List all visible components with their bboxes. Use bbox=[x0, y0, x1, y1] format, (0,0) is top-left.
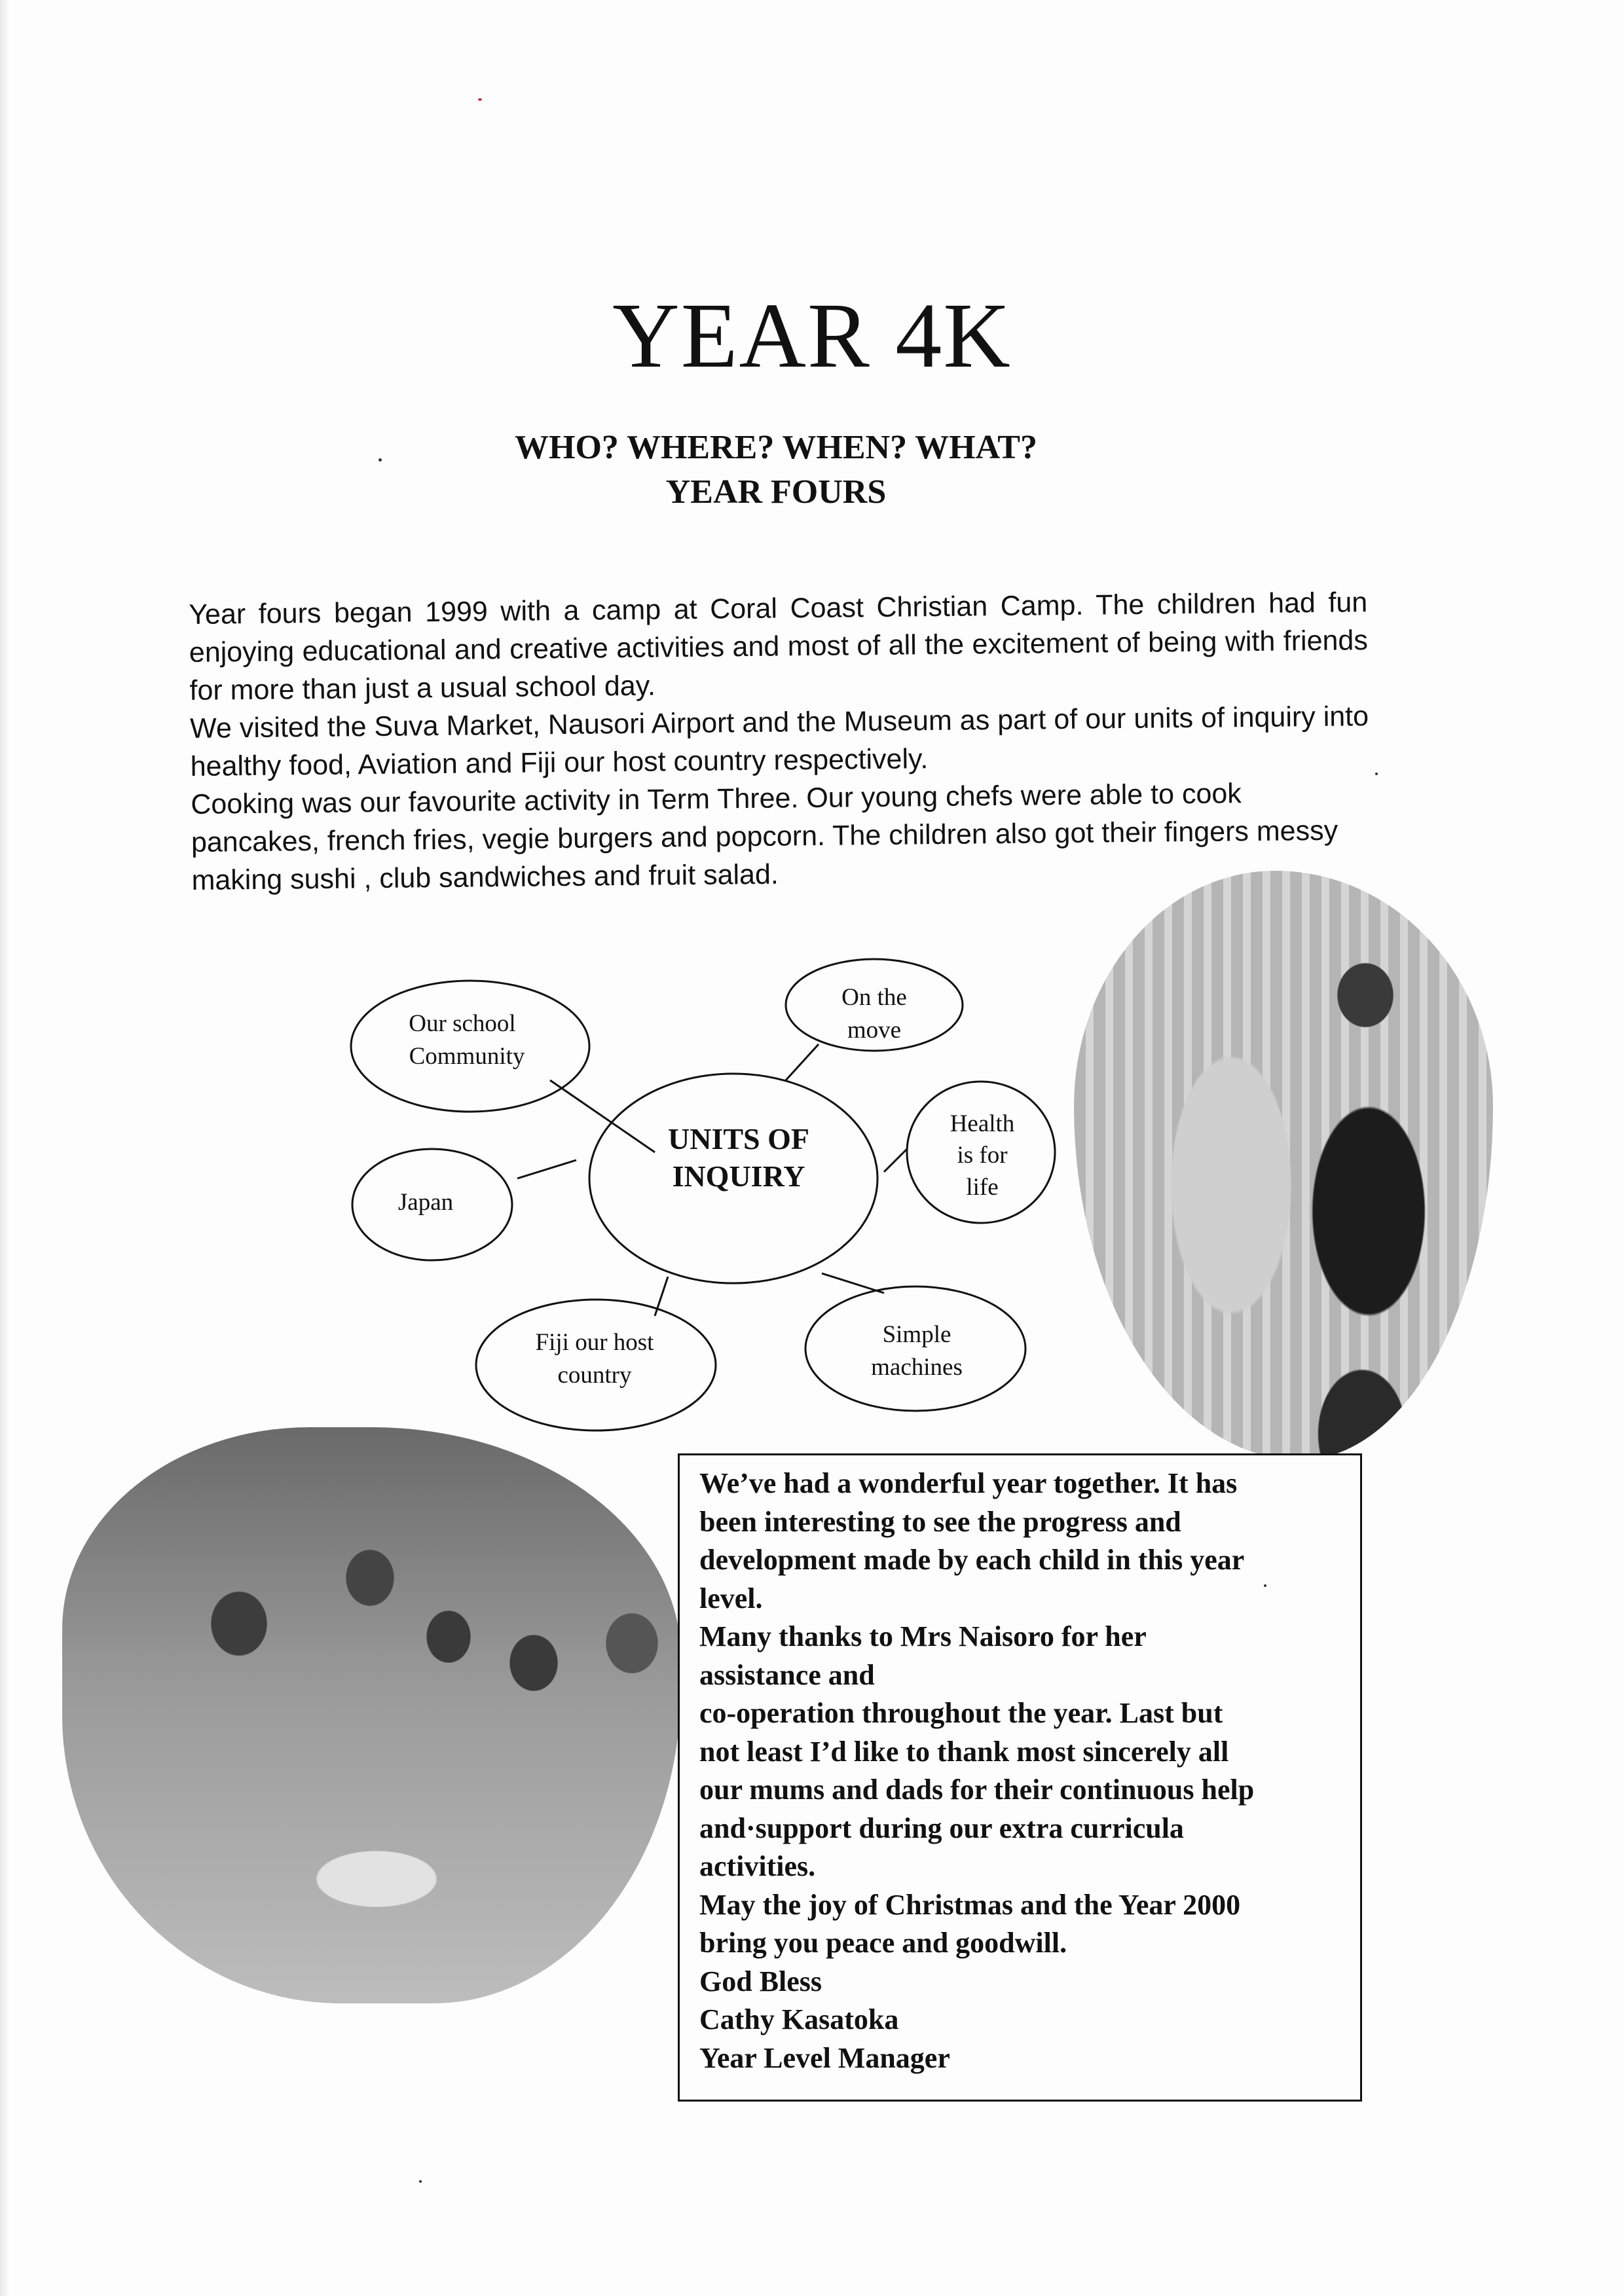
node-fiji-line-2: country bbox=[557, 1362, 632, 1389]
message-line: not least I’d like to thank most sincerely all bbox=[699, 1735, 1229, 1768]
message-line: activities. bbox=[699, 1850, 816, 1882]
node-machines-line-2: machines bbox=[871, 1354, 963, 1381]
subtitle-line-2: YEAR FOURS bbox=[665, 473, 887, 511]
node-school-line-2: Community bbox=[409, 1043, 525, 1070]
intro-paragraph-1: Year fours began 1999 with a camp at Coral Coast Christian Camp. The children had fun enjoying educational and creative activities and most of all the excitement of being with friends for more than just a usual school day. bbox=[189, 587, 1369, 706]
node-school-line-1: Our school bbox=[409, 1010, 516, 1037]
message-line: We’ve had a wonderful year together. It has bbox=[699, 1467, 1238, 1499]
center-label-line-1: UNITS OF bbox=[668, 1122, 809, 1156]
node-machines-line-1: Simple bbox=[882, 1321, 951, 1348]
message-box bbox=[678, 1453, 1362, 2102]
speck bbox=[419, 2180, 422, 2183]
connector-school bbox=[550, 1080, 655, 1152]
message-line: assistance and bbox=[699, 1658, 875, 1691]
node-health-line-1: Health bbox=[950, 1110, 1015, 1137]
intro-paragraph-3: Cooking was our favourite activity in Term Three. Our young chefs were able to cook pancakes, french fries, vegie burgers and popcorn. The children also got their fingers messy making sushi , club sandwiches and fruit salad. bbox=[191, 778, 1338, 896]
node-move-line-2: move bbox=[847, 1017, 902, 1044]
center-label-line-2: INQUIRY bbox=[672, 1159, 805, 1193]
speck bbox=[478, 98, 482, 101]
message-line: Cathy Kasatoka bbox=[699, 2003, 899, 2035]
speck bbox=[1375, 773, 1378, 775]
node-move-line-1: On the bbox=[841, 984, 907, 1011]
connector-move bbox=[786, 1044, 819, 1080]
speck bbox=[1264, 1584, 1266, 1587]
intro-paragraph-2: We visited the Suva Market, Nausori Airport and the Museum as part of our units of inquiry into healthy food, Aviation and Fiji our host country respectively. bbox=[189, 701, 1369, 782]
message-line: bring you peace and goodwill. bbox=[699, 1927, 1067, 1959]
message-line: been interesting to see the progress and bbox=[699, 1505, 1181, 1538]
message-line: God Bless bbox=[699, 1965, 822, 1997]
node-machines-ellipse bbox=[805, 1286, 1025, 1411]
page-title: YEAR 4K bbox=[612, 283, 1012, 387]
speck bbox=[378, 458, 382, 462]
node-fiji-line-1: Fiji our host bbox=[535, 1329, 654, 1356]
node-health-line-3: life bbox=[966, 1174, 999, 1201]
message-line: our mums and dads for their continuous help bbox=[699, 1774, 1255, 1806]
message-line: Many thanks to Mrs Naisoro for her bbox=[699, 1620, 1147, 1652]
node-health-line-2: is for bbox=[957, 1142, 1008, 1169]
subtitle-line-1: WHO? WHERE? WHEN? WHAT? bbox=[515, 429, 1037, 466]
connector-japan bbox=[517, 1160, 576, 1178]
message-line: co-operation throughout the year. Last but bbox=[699, 1697, 1223, 1729]
message-line: development made by each child in this year bbox=[699, 1544, 1245, 1576]
node-japan-label: Japan bbox=[397, 1189, 454, 1216]
connector-health bbox=[884, 1149, 907, 1172]
message-line: May the joy of Christmas and the Year 2000 bbox=[699, 1888, 1241, 1921]
message-line: Year Level Manager bbox=[699, 2041, 950, 2074]
message-line: and·support during our extra curricula bbox=[699, 1812, 1184, 1844]
message-line: level. bbox=[699, 1582, 763, 1614]
children-cooking-photo bbox=[62, 1427, 681, 2003]
